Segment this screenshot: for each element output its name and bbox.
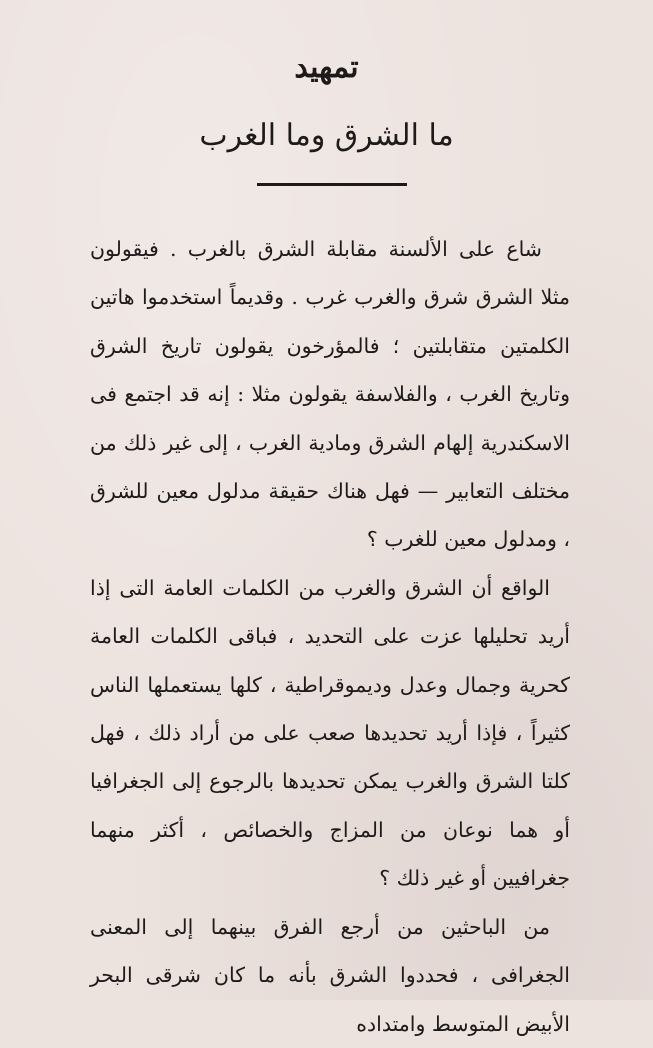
chapter-title: تمهيد [294, 50, 359, 85]
section-subtitle: ما الشرق وما الغرب [199, 118, 454, 153]
title-divider [257, 183, 407, 186]
paragraph-2: الواقع أن الشرق والغرب من الكلمات العامة التى إذا أريد تحليلها عزت على التحديد ، فباقى الكلمات العامة كحرية وجمال وعدل وديموقراطية ، كلها يستعملها الناس كثيراً ، فإذا أريد تحديدها صعب على من أراد ذلك ، فهل كلتا الشرق والغرب يمكن تحديدها بالرجوع إلى الجغرافيا أو هما نوعان من المزاج والخصائص ، أكثر منهما جغرافيين أو غير ذلك ؟ [90, 575, 570, 891]
paragraph-3: من الباحثين من أرجع الفرق بينهما إلى المعنى الجغرافى ، فحددوا الشرق بأنه ما كان شرقى البحر الأبيض المتوسط وامتداده [90, 914, 570, 1036]
paragraph-1: شاع على الألسنة مقابلة الشرق بالغرب . فيقولون مثلا الشرق شرق والغرب غرب . وقديماً استخدموا هاتين الكلمتين متقابلتين ؛ فالمؤرخون يقولون تاريخ الشرق وتاريخ الغرب ، والفلاسفة يقولون مثلا : إنه قد اجتمع فى الاسكندرية إلهام الشرق ومادية الغرب ، إلى غير ذلك من مختلف التعابير — فهل هناك حقيقة مدلول معين للشرق ، ومدلول معين للغرب ؟ [90, 237, 570, 552]
body-text [90, 225, 570, 1048]
